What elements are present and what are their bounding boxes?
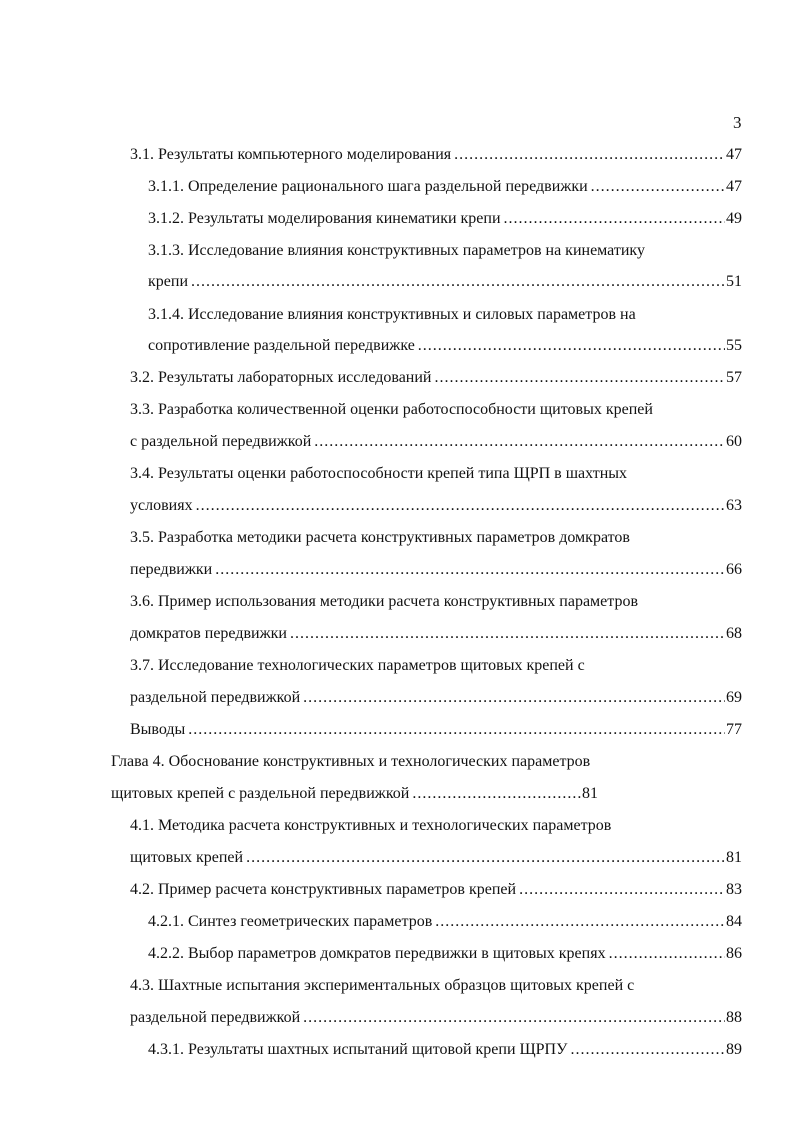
toc-entry	[148, 913, 742, 931]
toc-entry-title: Выводы	[130, 721, 186, 738]
toc-entry-title: 4.2.2. Выбор параметров домкратов передвижки в щитовых крепях	[148, 945, 606, 962]
toc-entry-page: 88	[726, 1009, 742, 1026]
toc-entry	[130, 625, 742, 643]
toc-entry-first-line	[130, 657, 742, 675]
toc-entry-page: 60	[726, 433, 742, 450]
toc-entry-first-line	[148, 306, 742, 324]
toc-chapter	[111, 785, 598, 803]
toc-entry-page: 84	[726, 913, 742, 930]
toc-entry-title: условиях	[130, 497, 193, 514]
toc-entry-title-line1: 4.1. Методика расчета конструктивных и технологических параметров	[130, 817, 612, 834]
toc-leader	[191, 273, 725, 291]
toc-entry-page: 81	[726, 849, 742, 866]
toc-entry-first-line	[130, 401, 742, 419]
toc-leader	[246, 849, 725, 867]
toc-entry-title: раздельной передвижкой	[130, 1009, 301, 1026]
toc-leader	[504, 210, 725, 228]
toc-leader	[435, 913, 725, 931]
toc-entry	[130, 881, 742, 899]
toc-leader	[570, 1041, 725, 1059]
toc-entry-page: 51	[726, 273, 742, 290]
toc-entry-title: 3.2. Результаты лабораторных исследований	[130, 369, 432, 386]
toc-entry	[148, 945, 742, 963]
toc-entry	[130, 689, 742, 707]
toc-entry	[130, 849, 742, 867]
toc-entry-title-line1: 3.1.3. Исследование влияния конструктивных параметров на кинематику	[148, 242, 645, 259]
toc-entry-title: раздельной передвижкой	[130, 689, 301, 706]
toc-entry-page: 83	[726, 881, 742, 898]
toc-entry	[130, 497, 742, 515]
toc-entry	[148, 210, 742, 228]
toc-entry-title-line1: 3.4. Результаты оценки работоспособности крепей типа ЩРП в шахтных	[130, 465, 628, 482]
toc-entry-first-line	[130, 977, 742, 995]
toc-entry-page: 47	[726, 178, 742, 195]
toc-entry-page: 86	[726, 945, 742, 962]
toc-entry	[130, 369, 742, 387]
toc-entry-title: домкратов передвижки	[130, 625, 287, 642]
toc-entry-first-line	[130, 593, 742, 611]
toc-entry-title: 4.3.1. Результаты шахтных испытаний щитовой крепи ЩРПУ	[148, 1041, 568, 1058]
toc-entry-title: 3.1.2. Результаты моделирования кинематики крепи	[148, 210, 501, 227]
toc-entry-title-line1: 3.5. Разработка методики расчета конструктивных параметров домкратов	[130, 529, 630, 546]
toc-entry-title-line1: 3.6. Пример использования методики расчета конструктивных параметров	[130, 593, 639, 610]
toc-entry-page: 66	[726, 561, 742, 578]
toc-entry-page: 81	[582, 785, 598, 802]
toc-entry-page: 47	[726, 146, 742, 163]
toc-entry	[148, 273, 742, 291]
toc-entry-title-line1: 3.7. Исследование технологических параметров щитовых крепей с	[130, 657, 585, 674]
toc-leader	[412, 785, 581, 803]
toc-entry-title: щитовых крепей с раздельной передвижкой	[111, 785, 410, 802]
toc-leader	[303, 689, 725, 707]
toc-entry	[148, 337, 742, 355]
toc-leader	[290, 625, 725, 643]
toc-entry-title-line1: 3.1.4. Исследование влияния конструктивных и силовых параметров на	[148, 306, 636, 323]
toc-entry	[130, 721, 742, 739]
toc-entry-page: 49	[726, 210, 742, 227]
toc-entry-title-line1: 3.3. Разработка количественной оценки работоспособности щитовых крепей	[130, 401, 653, 418]
toc-entry	[130, 146, 742, 164]
toc-entry	[130, 433, 742, 451]
toc-leader	[609, 945, 725, 963]
toc-entry-page: 89	[726, 1041, 742, 1058]
toc-entry-title: щитовых крепей	[130, 849, 244, 866]
toc-entry-title: 4.2.1. Синтез геометрических параметров	[148, 913, 433, 930]
page-number: 3	[733, 113, 742, 132]
toc-leader	[418, 337, 725, 355]
toc-entry	[130, 1009, 742, 1027]
toc-leader	[454, 146, 725, 164]
toc-leader	[314, 433, 725, 451]
toc-leader	[196, 497, 725, 515]
toc-leader	[434, 369, 725, 387]
toc-entry-title: с раздельной передвижкой	[130, 433, 312, 450]
toc-leader	[188, 721, 725, 739]
toc-entry-title: 3.1. Результаты компьютерного моделирования	[130, 146, 452, 163]
toc-chapter-first-line	[111, 753, 742, 771]
toc-entry-page: 69	[726, 689, 742, 706]
toc-leader	[303, 1009, 725, 1027]
toc-chapter-title-line1: Глава 4. Обоснование конструктивных и технологических параметров	[111, 753, 591, 770]
toc-entry-first-line	[148, 242, 742, 260]
toc-entry-page: 55	[726, 337, 742, 354]
toc-entry	[148, 1041, 742, 1059]
toc-entry-title-line1: 4.3. Шахтные испытания экспериментальных образцов щитовых крепей с	[130, 977, 635, 994]
toc-entry-title: 4.2. Пример расчета конструктивных параметров крепей	[130, 881, 517, 898]
toc-entry-title: крепи	[148, 273, 188, 290]
toc-entry-title: 3.1.1. Определение рационального шага раздельной передвижки	[148, 178, 588, 195]
toc-entry-page: 63	[726, 497, 742, 514]
toc-entry-page: 57	[726, 369, 742, 386]
toc-entry-title: передвижки	[130, 561, 213, 578]
toc-entry-first-line	[130, 817, 742, 835]
toc-entry-first-line	[130, 529, 742, 547]
toc-leader	[591, 178, 725, 196]
toc-leader	[519, 881, 725, 899]
toc-leader	[215, 561, 725, 579]
toc-entry-page: 77	[726, 721, 742, 738]
toc-entry	[130, 561, 742, 579]
toc-entry-page: 68	[726, 625, 742, 642]
toc-entry-title: сопротивление раздельной передвижке	[148, 337, 415, 354]
toc-entry	[148, 178, 742, 196]
toc-entry-first-line	[130, 465, 742, 483]
